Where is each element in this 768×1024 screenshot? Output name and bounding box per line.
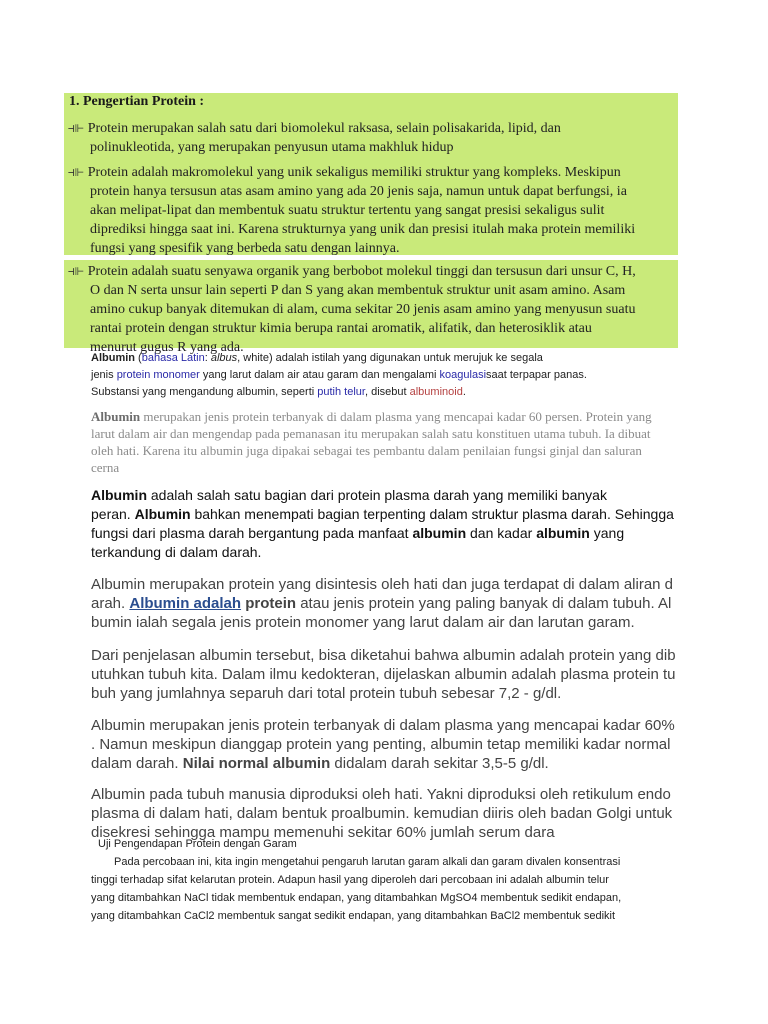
albus-term: albus <box>210 352 238 364</box>
wiki-text: , white) adalah istilah yang digunakan untuk merujuk ke segala <box>237 352 543 364</box>
line: yang ditambahkan CaCl2 membentuk sangat sedikit endapan, yang ditambahkan BaCl2 membentuk sedikit <box>91 910 616 922</box>
line: Pada percobaan ini, kita ingin mengetahui pengaruh larutan garam alkali dan garam divalen konsentrasi <box>114 856 621 868</box>
line: disekresi sehingga mampu memenuhi sekitar 60% jumlah serum dara <box>91 824 555 841</box>
paragraph-kadar <box>91 716 681 773</box>
wiki-text: yang larut dalam air atau garam dan mengalami <box>199 369 440 381</box>
text: dalam darah. <box>91 755 183 772</box>
text: peran. <box>91 506 135 522</box>
bullet-icon: ⊣⊩ <box>68 265 85 278</box>
paragraph-sintesis <box>91 575 681 632</box>
albumin-adalah-link[interactable]: Albumin adalah <box>129 595 242 612</box>
uji-title: Uji Pengendapan Protein dengan Garam <box>98 838 297 850</box>
bullet-paragraph-3 <box>68 262 678 357</box>
p1-line-2: polinukleotida, yang merupakan penyusun utama makhluk hidup <box>90 140 454 155</box>
text: arah. <box>91 595 130 612</box>
p2-line-2: protein hanya tersusun atas asam amino yang ada 20 jenis saja, namun untuk dapat berfungsi, ia <box>90 184 627 199</box>
albumin-term: Albumin <box>91 352 135 364</box>
p2-line-5: fungsi yang spesifik yang berbeda satu dengan lainnya. <box>90 241 400 256</box>
line: . Namun meskipun dianggap protein yang penting, albumin tetap memiliki kadar normal <box>91 736 671 753</box>
gray-line-1: merupakan jenis protein terbanyak di dalam plasma yang mencapai kadar 60 persen. Protein yang <box>140 409 652 424</box>
bold-term: Albumin <box>91 487 147 503</box>
line: yang ditambahkan NaCl tidak membentuk endapan, yang ditambahkan MgSO4 membentuk sedikit endapan, <box>91 892 622 904</box>
text: yang <box>589 525 625 541</box>
albumin-paragraph <box>91 486 681 562</box>
bullet-paragraph-1 <box>68 119 678 157</box>
p3-line-1: Protein adalah suatu senyawa organik yang berbobot molekul tinggi dan tersusun dari unsur C, H, <box>87 264 636 279</box>
text: didalam darah sekitar 3,5-5 g/dl. <box>330 755 549 772</box>
bahasa-latin-link[interactable]: bahasa Latin <box>141 352 205 364</box>
text: atau jenis protein yang paling banyak di dalam tubuh. Al <box>296 595 672 612</box>
line: Albumin merupakan protein yang disintesis oleh hati dan juga terdapat di dalam aliran d <box>91 576 674 593</box>
gray-line-4: cerna <box>91 460 120 475</box>
wiki-text: Substansi yang mengandung albumin, seperti <box>91 386 318 398</box>
gray-paragraph <box>91 408 681 476</box>
p3-line-2: O dan N serta unsur lain seperti P dan S yang akan membentuk struktur unit asam amino. Asam <box>90 283 626 298</box>
koagulasi-link[interactable]: koagulasi <box>439 369 487 381</box>
wiki-text: ( <box>135 352 142 364</box>
bold-term: Albumin <box>134 506 191 522</box>
wiki-text: , disebut <box>364 386 410 398</box>
line: bumin ialah segala jenis protein monomer yang larut dalam air dan larutan garam. <box>91 614 635 631</box>
putih-telur-link[interactable]: putih telur <box>317 386 365 398</box>
protein-monomer-link[interactable]: protein monomer <box>116 369 200 381</box>
line: tinggi terhadap sifat kelarutan protein. Adapun hasil yang diperoleh dari percobaan ini adalah albumin telur <box>91 874 609 886</box>
text: dan kadar <box>466 525 537 541</box>
bullet-icon: ⊣⊩ <box>68 166 85 179</box>
line: plasma di dalam hati, dalam bentuk proalbumin. kemudian diiris oleh badan Golgi untuk <box>91 805 673 822</box>
bullet-paragraph-2 <box>68 163 678 258</box>
p1-line-1: Protein merupakan salah satu dari biomolekul raksasa, selain polisakarida, lipid, dan <box>87 121 561 136</box>
text: fungsi dari plasma darah bergantung pada manfaat <box>91 525 413 541</box>
wiki-text: : <box>204 352 211 364</box>
bullet-icon: ⊣⊩ <box>68 122 85 135</box>
albuminoid-link[interactable]: albuminoid <box>409 386 463 398</box>
section-heading: 1. Pengertian Protein : <box>69 94 205 109</box>
p3-line-3: amino cukup banyak ditemukan di alam, cuma sekitar 20 jenis asam amino yang menyusun suatu <box>90 302 636 317</box>
text: adalah salah satu bagian dari protein plasma darah yang memiliki banyak <box>147 487 607 503</box>
wiki-text: saat terpapar panas. <box>486 369 587 381</box>
p2-line-1: Protein adalah makromolekul yang unik sekaligus memiliki struktur yang kompleks. Meskipun <box>87 165 621 180</box>
bold-term: albumin <box>536 525 590 541</box>
text: bahkan menempati bagian terpenting dalam struktur plasma darah. Sehingga <box>190 506 674 522</box>
text: terkandung di dalam darah. <box>91 544 262 560</box>
wiki-text: . <box>462 386 466 398</box>
line: buh yang jumlahnya separuh dari total protein tubuh sebesar 7,2 - g/dl. <box>91 685 562 702</box>
gray-line-3: oleh hati. Karena itu albumin juga dipakai sebagai tes pembantu dalam penilaian fungsi ginjal dan saluran <box>91 443 642 458</box>
line: Albumin pada tubuh manusia diproduksi oleh hati. Yakni diproduksi oleh retikulum endo <box>91 786 671 803</box>
bold-term: Nilai normal albumin <box>182 755 331 772</box>
line: Albumin merupakan jenis protein terbanyak di dalam plasma yang mencapai kadar 60% <box>91 717 675 734</box>
paragraph-penjelasan <box>91 646 681 703</box>
gray-line-2: larut dalam air dan mengendap pada pemanasan itu merupakan salah satu konstituen utama tubuh. Ia dibuat <box>91 426 651 441</box>
line: utuhkan tubuh kita. Dalam ilmu kedokteran, dijelaskan albumin adalah plasma protein tu <box>91 666 676 683</box>
paragraph-produksi <box>91 785 681 842</box>
bold-term: protein <box>241 595 297 612</box>
bold-term: albumin <box>412 525 467 541</box>
line: Dari penjelasan albumin tersebut, bisa diketahui bahwa albumin adalah protein yang dib <box>91 647 676 664</box>
uji-paragraph <box>91 853 671 925</box>
wiki-excerpt <box>91 350 651 401</box>
p2-line-3: akan melipat-lipat dan membentuk suatu struktur tertentu yang sangat presisi sekaligus sulit <box>90 203 605 218</box>
wiki-text: jenis <box>91 369 117 381</box>
p2-line-4: diprediksi hingga saat ini. Karena strukturnya yang unik dan presisi itulah maka protein memiliki <box>90 222 636 237</box>
p3-line-4: rantai protein dengan struktur kimia berupa rantai aromatik, alifatik, dan heterosiklik atau <box>90 321 592 336</box>
p3-line-5: menurut gugus R yang ada. <box>90 340 244 355</box>
gray-bold-term: Albumin <box>91 409 141 424</box>
